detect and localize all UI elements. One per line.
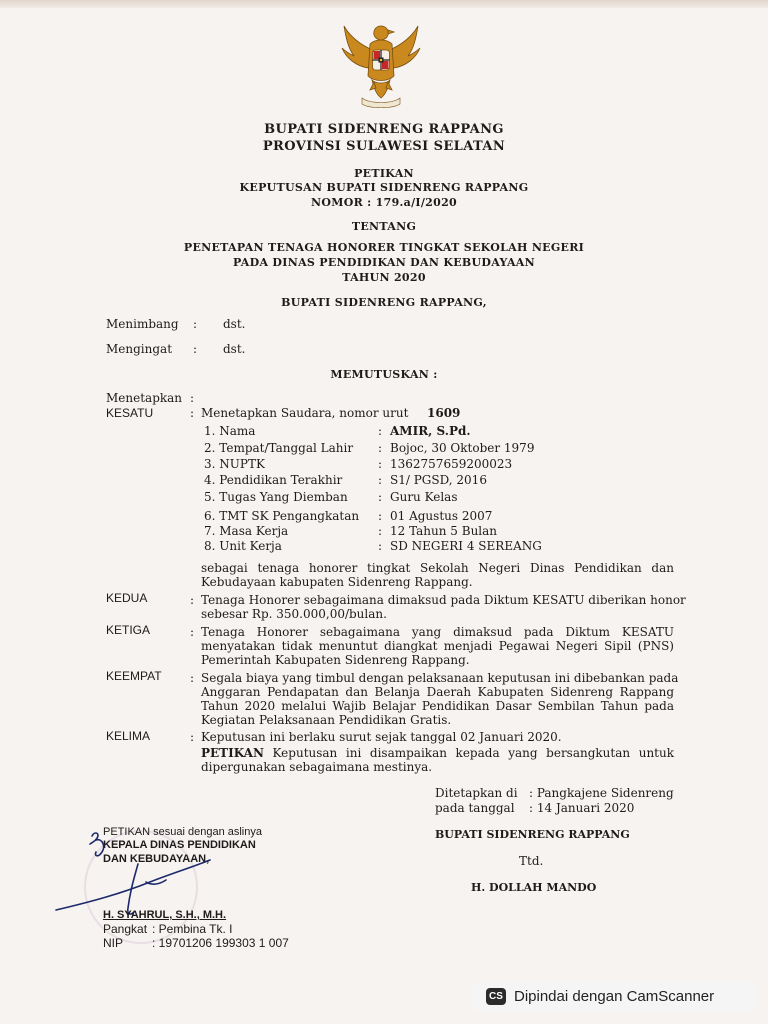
keputusan-heading: KEPUTUSAN BUPATI SIDENRENG RAPPANG [239,181,529,194]
header-line-1: BUPATI SIDENRENG RAPPANG [264,122,504,137]
ketiga-line-3: Pemerintah Kabupaten Sidenreng Rappang. [201,653,470,667]
identity-colon: : [378,441,383,455]
tanggal-value: : 14 Januari 2020 [529,801,635,815]
menetapkan-colon: : [190,391,195,405]
menetapkan-label: Menetapkan [106,391,183,405]
keempat-colon: : [190,671,195,685]
keempat-line-4: Kegiatan Pelaksanaan Pendidikan Gratis. [201,713,452,727]
garuda-emblem-icon [338,18,424,110]
kelima-line-3: dipergunakan sebagaimana mestinya. [201,760,433,774]
header-line-2: PROVINSI SULAWESI SELATAN [262,139,506,154]
identity-colon: : [378,524,383,538]
menimbang-colon: : [193,317,198,331]
signing-office: BUPATI SIDENRENG RAPPANG [435,828,630,841]
identity-label: 2. Tempat/Tanggal Lahir [204,441,354,455]
identity-value: 12 Tahun 5 Bulan [390,524,498,538]
copy-line-1: PETIKAN sesuai dengan aslinya [103,826,262,838]
ketiga-line-2: menyatakan tidak menuntut diangkat menjadi Pegawai Negeri Sipil (PNS) [201,639,674,653]
scan-edge [0,0,768,8]
signatory-name: H. DOLLAH MANDO [471,881,597,894]
identity-colon: : [378,539,383,553]
ttd-text: Ttd. [519,854,544,868]
kesatu-closing-line-1: sebagai tenaga honorer tingkat Sekolah Negeri Dinas Pendidikan dan [201,561,674,575]
identity-label: 7. Masa Kerja [204,524,289,538]
identity-colon: : [378,509,383,523]
identity-value: AMIR, S.Pd. [390,424,471,438]
kesatu-closing-line-2: Kebudayaan kabupaten Sidenreng Rappang. [201,575,473,589]
kedua-colon: : [190,593,195,607]
kelima-colon: : [190,730,195,744]
kelima-line-2-rest: Keputusan ini disampaikan kepada yang bersangkutan untuk [263,746,674,760]
copy-signatory-name: H. SYAHRUL, S.H., M.H. [103,909,227,921]
camscanner-watermark [472,982,756,1012]
identity-label: 1. Nama [204,424,256,438]
nip-value: : 19701206 199303 1 007 [152,936,289,950]
petikan-bold: PETIKAN [201,746,264,760]
title-line-1: PENETAPAN TENAGA HONORER TINGKAT SEKOLAH NEGERI [183,241,585,254]
keempat-line-3: Tahun 2020 melalui Wajib Belajar Pendidikan Dasar Sembilan Tahun pada [201,699,674,713]
kesatu-label: KESATU [106,406,154,420]
copy-line-3: DAN KEBUDAYAAN, [103,853,210,865]
mengingat-colon: : [193,342,198,356]
nomor-urut: 1609 [427,406,461,420]
keempat-label: KEEMPAT [106,669,162,683]
kedua-line-1: Tenaga Honorer sebagaimana dimaksud pada Diktum KESATU diberikan honor [201,593,686,607]
title-line-3: TAHUN 2020 [342,271,426,284]
bupati-heading: BUPATI SIDENRENG RAPPANG, [281,296,487,309]
mengingat-label: Mengingat [106,342,173,356]
kelima-line-1: Keputusan ini berlaku surut sejak tanggal 02 Januari 2020. [201,730,562,744]
pangkat-value: : Pembina Tk. I [152,922,233,936]
kedua-line-2: sebesar Rp. 350.000,00/bulan. [201,607,387,621]
identity-label: 3. NUPTK [204,457,265,471]
mengingat-value: dst. [223,342,246,356]
identity-label: 4. Pendidikan Terakhir [204,473,343,487]
identity-value: Bojoc, 30 Oktober 1979 [390,441,535,455]
kesatu-colon: : [190,406,195,420]
ketiga-label: KETIGA [106,623,151,637]
menimbang-value: dst. [223,317,246,331]
identity-value: 01 Agustus 2007 [390,509,493,523]
identity-colon: : [378,424,383,438]
identity-colon: : [378,473,383,487]
tentang-heading: TENTANG [351,220,417,233]
identity-label: 6. TMT SK Pengangkatan [204,509,360,523]
nip-label: NIP [103,936,124,950]
ditetapkan-value: : Pangkajene Sidenreng [529,786,674,800]
ditetapkan-label: Ditetapkan di [435,786,518,800]
ketiga-colon: : [190,625,195,639]
identity-colon: : [378,457,383,471]
identity-value: S1/ PGSD, 2016 [390,473,487,487]
keempat-line-1: Segala biaya yang timbul dengan pelaksanaan keputusan ini dibebankan pada [201,671,679,685]
ketiga-line-1: Tenaga Honorer sebagaimana yang dimaksud pada Diktum KESATU [201,625,674,639]
identity-value: 1362757659200023 [390,457,513,471]
tanggal-label: pada tanggal [435,801,515,815]
petikan-heading: PETIKAN [354,167,414,180]
identity-value: SD NEGERI 4 SEREANG [390,539,542,553]
pangkat-label: Pangkat [103,922,148,936]
camscanner-logo-icon: CS [486,988,506,1005]
kesatu-intro: Menetapkan Saudara, nomor urut [201,406,409,420]
kelima-label: KELIMA [106,729,151,743]
kelima-line-2 [201,746,674,761]
identity-label: 8. Unit Kerja [204,539,282,553]
copy-line-2: KEPALA DINAS PENDIDIKAN [103,839,256,851]
menimbang-label: Menimbang [106,317,179,331]
title-line-2: PADA DINAS PENDIDIKAN DAN KEBUDAYAAN [233,256,535,269]
memutuskan-heading: MEMUTUSKAN : [330,368,438,381]
identity-colon: : [378,490,383,504]
kedua-label: KEDUA [106,591,148,605]
identity-label: 5. Tugas Yang Diemban [204,490,348,504]
keempat-line-2: Anggaran Pendapatan dan Belanja Daerah Kabupaten Sidenreng Rappang [201,685,674,699]
identity-value: Guru Kelas [390,490,458,504]
camscanner-text: Dipindai dengan CamScanner [514,988,715,1005]
nomor-heading: NOMOR : 179.a/I/2020 [311,196,457,209]
